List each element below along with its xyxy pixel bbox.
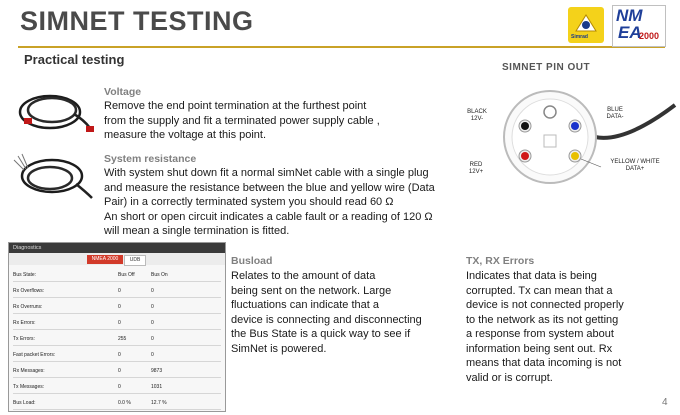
pinout-diagram [455,75,680,195]
txrx-heading: TX, RX Errors [466,255,535,267]
diagnostics-row [13,333,221,346]
diagnostics-label: Bus State: [13,272,37,278]
pin-blue [571,122,579,130]
pinout-title: SIMNET PIN OUT [502,62,591,73]
diagnostics-value: 0.0 % [118,400,131,406]
busload-heading: Busload [231,255,273,267]
simrad-logo [568,7,604,43]
diagnostics-row [13,317,221,330]
diagnostics-label: Fast packet Errors: [13,352,56,358]
diagnostics-label: Rx Overruns: [13,304,43,310]
diagnostics-label: Tx Errors: [13,336,35,342]
diagnostics-value: 0 [151,304,154,310]
diagnostics-value: Bus Off [118,272,135,278]
diagnostics-value: 0 [118,368,121,374]
simrad-logo-text: Simrad [571,34,588,40]
diagnostics-value: 12.7 % [151,400,167,406]
diagnostics-row [13,301,221,314]
diagnostics-tabs [9,253,225,265]
diagnostics-row [13,269,221,282]
resistance-heading: System resistance [104,153,197,165]
diagnostics-value: 0 [151,352,154,358]
tab-udb: UDB [124,255,146,266]
nmea-logo-2000: 2000 [639,31,660,41]
pin-red [521,152,529,160]
diagnostics-value: 0 [118,320,121,326]
diagnostics-value: 0 [118,304,121,310]
txrx-text: Indicates that data is being corrupted. Tx can mean that a device is not connected properly to the network as its not getting a response from system about information being sent out. Rx means that data incoming is not valid or is corrupt. [466,270,624,384]
diagnostics-value: 0 [151,336,154,342]
diagnostics-row [13,365,221,378]
pin-label-blue: BLUE DATA- [606,107,624,120]
diagnostics-label: Bus Load: [13,400,36,406]
voltage-heading: Voltage [104,86,142,98]
tab-nmea2000: NMEA 2000 [87,255,123,264]
diagnostics-value: 9873 [151,368,163,374]
diagnostics-label: Tx Messages: [13,384,45,390]
diagnostics-value: 1031 [151,384,163,390]
diagnostics-row [13,381,221,394]
diagnostics-value: Bus On [151,272,168,278]
page-subtitle: Practical testing [24,52,125,67]
diagnostics-label: Rx Errors: [13,320,36,326]
pin-label-red: RED 12V+ [468,162,484,175]
connector-face-icon [455,75,680,195]
diagnostics-row [13,285,221,298]
pin-black [521,122,529,130]
cable-image-terminated [10,84,96,138]
nmea-logo-mid: EA [618,23,642,42]
diagnostics-label: Rx Messages: [13,368,45,374]
resistance-text: With system shut down fit a normal simNet cable with a single plug and measure the resistance between the blue and yellow wire (Data Pair) in a correctly terminated system you should read 60 Ω An short or open circuit indicates a cable fault or a reading of 120 Ω will mean a single termination is fitted. [104,167,435,237]
diagnostics-value: 0 [151,320,154,326]
pin-yellow [571,152,579,160]
diagnostics-screenshot [8,242,226,412]
busload-text: Relates to the amount of data being sent on the network. Large fluctuations can indicate that a device is connecting and disconnecting the Bus State is a quick way to see if SimNet is powered. [231,270,422,355]
nmea2000-logo [612,5,666,47]
diagnostics-row [13,349,221,362]
voltage-text: Remove the end point termination at the furthest point from the supply and fit a terminated power supply cable , measure the voltage at this point. [104,100,380,141]
diagnostics-row [13,397,221,410]
pin-label-yellow: YELLOW / WHITE DATA+ [610,159,660,172]
diagnostics-title: Diagnostics [9,243,225,253]
page-title: SIMNET TESTING [20,6,254,36]
diagnostics-label: Rx Overflows: [13,288,45,294]
diagnostics-value: 0 [118,384,121,390]
diagnostics-value: 0 [118,288,121,294]
diagnostics-value: 255 [118,336,127,342]
diagnostics-value: 0 [151,288,154,294]
page-number: 4 [662,397,668,408]
diagnostics-value: 0 [118,352,121,358]
cable-image-normal [10,150,96,204]
title-divider [18,46,665,48]
pin-label-black: BLACK 12V- [467,109,487,122]
nmea-logo-top: NM [616,6,643,25]
